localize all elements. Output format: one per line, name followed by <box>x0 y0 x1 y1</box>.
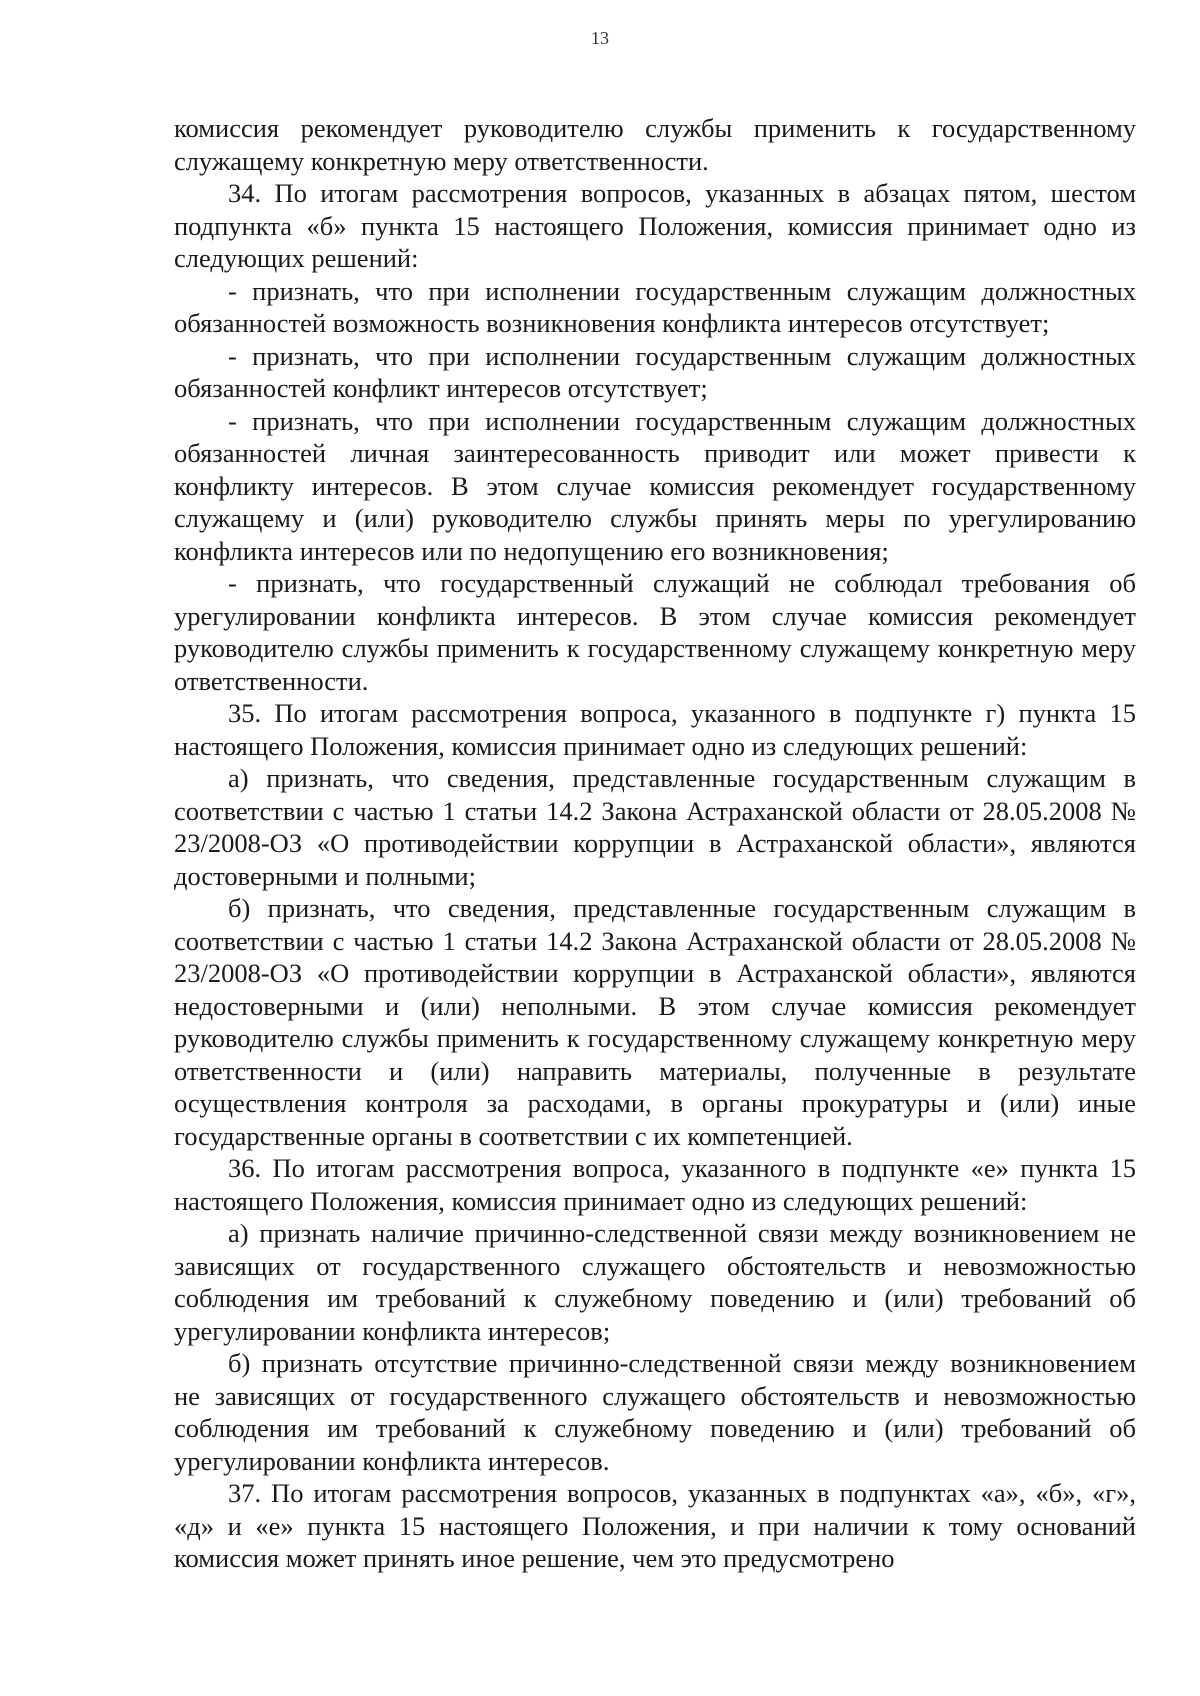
paragraph-34-option-3: - признать, что при исполнении государственным служащим должностных обязанностей личная заинтересованность приводит или может привести к конфликту интересов. В этом случае комиссия рекомендует государственному служащему и (или) руководителю службы принять меры по урегулированию конфликта интересов или по недопущению его возникновения; <box>174 405 1136 566</box>
paragraph-item-36: 36. По итогам рассмотрения вопроса, указанного в подпункте «е» пункта 15 настоящего Положения, комиссия принимает одно из следующих решений: <box>174 1153 1136 1216</box>
paragraph-34-option-1: - признать, что при исполнении государственным служащим должностных обязанностей возможность возникновения конфликта интересов отсутствует; <box>174 275 1136 338</box>
page-number: 13 <box>591 28 609 48</box>
paragraph-34-option-2: - признать, что при исполнении государственным служащим должностных обязанностей конфликт интересов отсутствует; <box>174 340 1136 403</box>
paragraph-36-option-a: а) признать наличие причинно-следственной связи между возникновением не зависящих от государственного служащего обстоятельств и невозможностью соблюдения им требований к служебному поведению и (или) требований об урегулировании конфликта интересов; <box>174 1218 1136 1346</box>
paragraph-34-option-4: - признать, что государственный служащий не соблюдал требования об урегулировании конфликта интересов. В этом случае комиссия рекомендует руководителю службы применить к государственному служащему конкретную меру ответственности. <box>174 568 1136 696</box>
paragraph-continuation: комиссия рекомендует руководителю службы применить к государственному служащему конкретную меру ответственности. <box>174 113 1136 176</box>
paragraph-36-option-b: б) признать отсутствие причинно-следственной связи между возникновением не зависящих от государственного служащего обстоятельств и невозможностью соблюдения им требований к служебному поведению и (или) требований об урегулировании конфликта интересов. <box>174 1348 1136 1476</box>
paragraph-item-37: 37. По итогам рассмотрения вопросов, указанных в подпунктах «а», «б», «г», «д» и «е» пункта 15 настоящего Положения, и при наличии к тому оснований комиссия может принять иное решение, чем это предусмотрено <box>174 1478 1136 1573</box>
paragraph-item-35: 35. По итогам рассмотрения вопроса, указанного в подпункте г) пункта 15 настоящего Положения, комиссия принимает одно из следующих решений: <box>174 698 1136 761</box>
paragraph-35-option-b: б) признать, что сведения, представленные государственным служащим в соответствии с частью 1 статьи 14.2 Закона Астраханской области от 28.05.2008 № 23/2008-ОЗ «О противодействии коррупции в Астраханской области», являются недостоверными и (или) неполными. В этом случае комиссия рекомендует руководителю службы применить к государственному служащему конкретную меру ответственности и (или) направить материалы, полученные в результате осуществления контроля за расходами, в органы прокуратуры и (или) иные государственные органы в соответствии с их компетенцией. <box>174 893 1136 1151</box>
paragraph-item-34: 34. По итогам рассмотрения вопросов, указанных в абзацах пятом, шестом подпункта «б» пункта 15 настоящего Положения, комиссия принимает одно из следующих решений: <box>174 178 1136 273</box>
document-body <box>174 112 1136 1575</box>
paragraph-35-option-a: а) признать, что сведения, представленные государственным служащим в соответствии с частью 1 статьи 14.2 Закона Астраханской области от 28.05.2008 № 23/2008-ОЗ «О противодействии коррупции в Астраханской области», являются достоверными и полными; <box>174 763 1136 891</box>
